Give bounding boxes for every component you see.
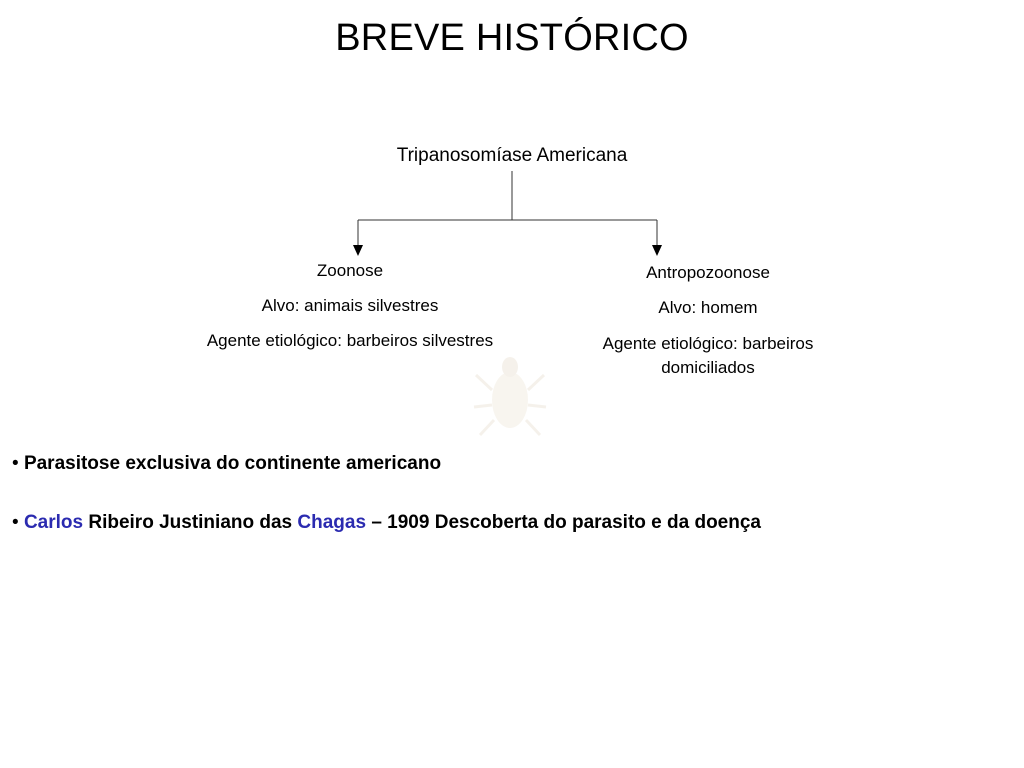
bullet-list bbox=[12, 452, 1012, 570]
branch-agent-label bbox=[548, 332, 868, 380]
bullet-item-chagas bbox=[12, 511, 1012, 535]
branch-target-label: Alvo: homem bbox=[658, 298, 758, 317]
left-arrowhead-icon bbox=[353, 245, 363, 256]
branch-target-label: Alvo: animais silvestres bbox=[261, 296, 439, 315]
branch-agent-line1: Agente etiológico: barbeiros bbox=[602, 334, 814, 353]
branch-type-label: Antropozoonose bbox=[646, 263, 770, 282]
name-middle: Ribeiro Justiniano das bbox=[88, 512, 293, 533]
highlighted-name-last: Chagas bbox=[297, 512, 367, 533]
diagram-root-label: Tripanosomíase Americana bbox=[396, 145, 628, 166]
highlighted-name-first: Carlos bbox=[23, 512, 84, 533]
bullet-rest-text: – 1909 Descoberta do parasito e da doença bbox=[371, 512, 761, 533]
page-title: BREVE HISTÓRICO bbox=[335, 17, 689, 59]
branch-type-label: Zoonose bbox=[316, 261, 384, 280]
branch-antropozoonose bbox=[548, 262, 868, 393]
branch-agent-line2: domiciliados bbox=[661, 358, 755, 377]
bullet-text: Parasitose exclusiva do continente americano bbox=[23, 453, 442, 474]
branch-zoonose bbox=[160, 260, 540, 365]
branch-agent-label: Agente etiológico: barbeiros silvestres bbox=[206, 331, 494, 350]
bullet-item-parasitose bbox=[12, 452, 1012, 476]
bullet-marker: • bbox=[12, 453, 19, 474]
right-arrowhead-icon bbox=[652, 245, 662, 256]
bullet-marker: • bbox=[12, 512, 19, 533]
